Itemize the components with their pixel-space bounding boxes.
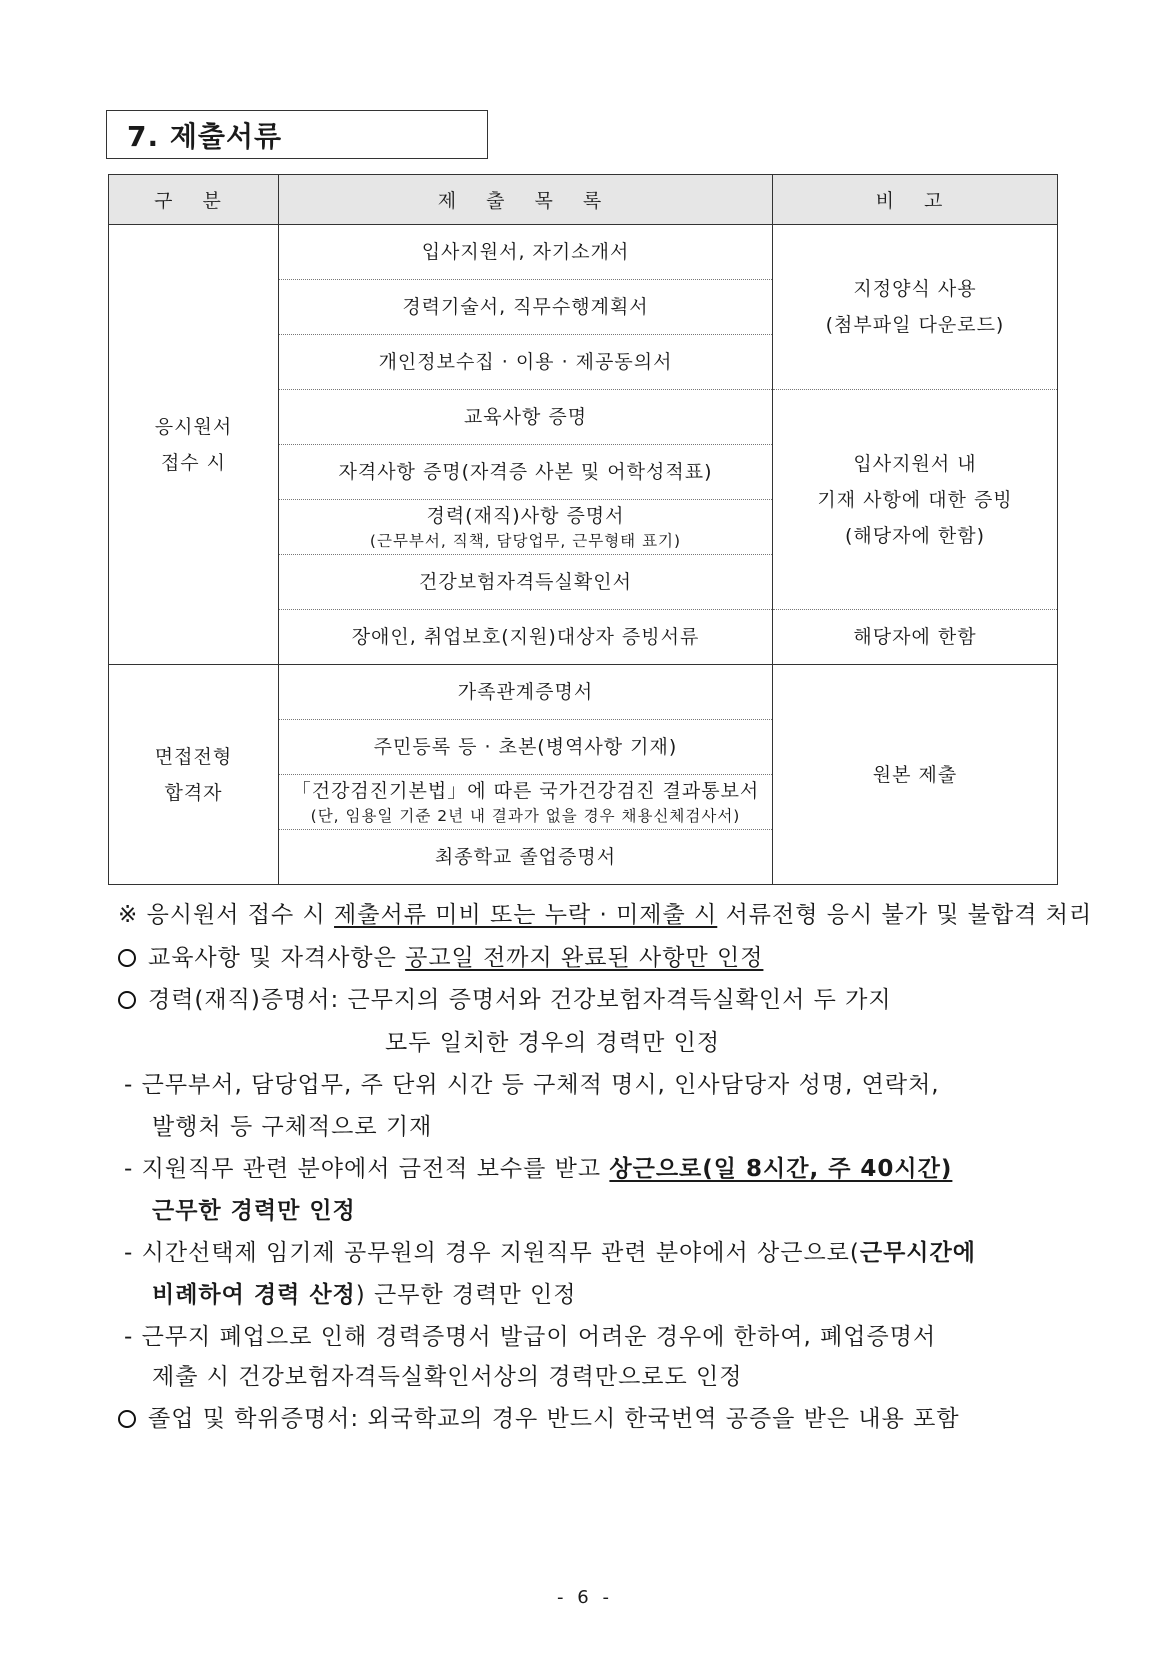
dash-emphasis: 비례하여 경력 산정 <box>152 1282 356 1308</box>
document-item: 경력기술서, 직무수행계획서 <box>279 280 773 335</box>
remark-cell <box>773 665 1058 885</box>
warning-prefix: ※ 응시원서 접수 시 <box>118 902 335 928</box>
document-item <box>279 500 773 555</box>
dash-item-parttime <box>124 1234 976 1267</box>
bullet-emphasis: 공고일 전까지 완료된 사항만 인정 <box>405 945 764 971</box>
section-title-box <box>106 110 488 159</box>
table-row <box>109 665 1058 720</box>
category-line: 면접전형 <box>154 745 233 768</box>
remark-line: (해당자에 한함) <box>845 524 985 547</box>
bullet-text: 졸업 및 학위증명서: 외국학교의 경우 반드시 한국번역 공증을 받은 내용 포함 <box>148 1406 960 1432</box>
remark-cell <box>773 610 1058 665</box>
page-number: - 6 - <box>557 1587 613 1608</box>
remark-line: 기재 사항에 대한 증빙 <box>817 488 1013 511</box>
dash-item-fulltime-cont: 근무한 경력만 인정 <box>152 1198 356 1224</box>
required-documents-table <box>108 174 1058 885</box>
document-subnote: (근무부서, 직책, 담당업무, 근무형태 표기) <box>369 532 682 550</box>
dash-item-details: - 근무부서, 담당업무, 주 단위 시간 등 구체적 명시, 인사담당자 성명, 연락처, <box>124 1072 940 1098</box>
dash-text: - 시간선택제 임기제 공무원의 경우 지원직무 관련 분야에서 상근으로( <box>124 1240 860 1266</box>
document-item: 주민등록 등 · 초본(병역사항 기재) <box>279 720 773 775</box>
document-item: 개인정보수집 · 이용 · 제공동의서 <box>279 335 773 390</box>
circle-bullet-icon <box>118 949 136 967</box>
bullet-text: 교육사항 및 자격사항은 <box>148 945 406 971</box>
header-remarks: 비 고 <box>773 175 1058 225</box>
dash-item-fulltime <box>124 1150 952 1183</box>
warning-suffix: 서류전형 응시 불가 및 불합격 처리 <box>717 902 1093 928</box>
header-documents: 제 출 목 록 <box>279 175 773 225</box>
category-line: 응시원서 <box>154 415 233 438</box>
document-item: 최종학교 졸업증명서 <box>279 830 773 885</box>
circle-bullet-icon <box>118 991 136 1009</box>
document-main: 「건강검진기본법」에 따른 국가건강검진 결과통보서 <box>291 780 760 802</box>
dash-item-closure-cont: 제출 시 건강보험자격득실확인서상의 경력만으로도 인정 <box>152 1364 743 1390</box>
dash-item-details-cont: 발행처 등 구체적으로 기재 <box>152 1114 433 1140</box>
category-line: 합격자 <box>164 781 223 804</box>
document-main: 경력(재직)사항 증명서 <box>426 505 625 527</box>
category-line: 접수 시 <box>160 451 227 474</box>
remark-line: 해당자에 한함 <box>853 626 977 648</box>
circle-bullet-icon <box>118 1410 136 1428</box>
warning-emphasis: 제출서류 미비 또는 누락 · 미제출 시 <box>334 902 718 928</box>
document-item: 장애인, 취업보호(지원)대상자 증빙서류 <box>279 610 773 665</box>
category-application <box>109 225 279 665</box>
document-item: 가족관계증명서 <box>279 665 773 720</box>
bullet-education <box>118 939 763 972</box>
warning-note <box>118 896 1092 929</box>
document-item <box>279 775 773 830</box>
dash-item-closure: - 근무지 폐업으로 인해 경력증명서 발급이 어려운 경우에 한하여, 폐업증명서 <box>124 1324 937 1350</box>
remark-line: 지정양식 사용 <box>853 278 977 300</box>
bullet-career-certificate-cont: 모두 일치한 경우의 경력만 인정 <box>385 1030 721 1056</box>
header-category: 구 분 <box>109 175 279 225</box>
bullet-graduation <box>118 1400 960 1433</box>
document-item: 자격사항 증명(자격증 사본 및 어학성적표) <box>279 445 773 500</box>
table-header-row <box>109 175 1058 225</box>
section-title: 7. 제출서류 <box>127 119 283 153</box>
category-interview-pass <box>109 665 279 885</box>
dash-item-parttime-cont <box>152 1276 576 1309</box>
remark-line: 원본 제출 <box>872 763 958 786</box>
bullet-career-certificate <box>118 981 892 1014</box>
dash-emphasis: 상근으로(일 8시간, 주 40시간) <box>609 1156 953 1182</box>
remark-cell <box>773 390 1058 610</box>
document-item: 교육사항 증명 <box>279 390 773 445</box>
remark-line: (첨부파일 다운로드) <box>825 314 1005 336</box>
remark-cell <box>773 225 1058 390</box>
table-row <box>109 225 1058 280</box>
dash-text: - 지원직무 관련 분야에서 금전적 보수를 받고 <box>124 1156 610 1182</box>
document-subnote: (단, 임용일 기준 2년 내 결과가 없을 경우 채용신체검사서) <box>310 807 741 825</box>
dash-emphasis: 근무시간에 <box>859 1240 976 1266</box>
document-item: 건강보험자격득실확인서 <box>279 555 773 610</box>
document-item: 입사지원서, 자기소개서 <box>279 225 773 280</box>
remark-line: 입사지원서 내 <box>853 452 977 475</box>
bullet-text: 경력(재직)증명서: 근무지의 증명서와 건강보험자격득실확인서 두 가지 <box>148 987 892 1013</box>
dash-text: ) 근무한 경력만 인정 <box>355 1282 577 1308</box>
